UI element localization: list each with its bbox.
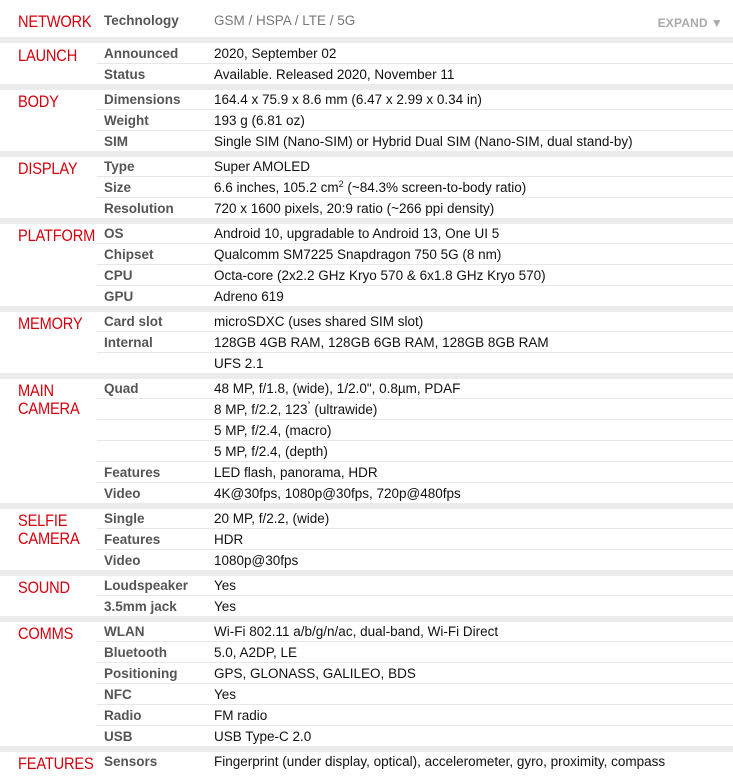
table-row — [97, 704, 733, 726]
table-row — [97, 549, 733, 571]
expand-label: EXPAND — [657, 16, 708, 30]
table-row — [97, 440, 733, 462]
spec-value: Android 10, upgradable to Android 13, One UI 5 — [214, 226, 500, 241]
spec-value: Octa-core (2x2.2 GHz Kryo 570 & 6x1.8 GHz Kryo 570) — [214, 268, 546, 283]
spec-value-superscript: 2 — [338, 179, 344, 189]
spec-label: Announced — [104, 46, 179, 61]
spec-value: 193 g (6.81 oz) — [214, 113, 305, 128]
spec-label: Single — [104, 511, 145, 526]
spec-label: WLAN — [104, 624, 145, 639]
spec-label: GPU — [104, 289, 134, 304]
section-main-camera — [7, 378, 733, 504]
spec-value: UFS 2.1 — [214, 356, 264, 371]
spec-label: Positioning — [104, 666, 178, 681]
spec-label: Features — [104, 465, 161, 480]
section-memory — [7, 311, 733, 374]
spec-value: Available. Released 2020, November 11 — [214, 67, 455, 82]
spec-value-text: (~84.3% screen-to-body ratio) — [343, 180, 527, 195]
spec-value-text: (ultrawide) — [310, 402, 378, 417]
spec-label: Sensors — [104, 754, 158, 769]
spec-value-superscript: ˚ — [307, 401, 311, 411]
section-display — [7, 156, 733, 219]
section-title: MEMORY — [18, 314, 83, 333]
section-title: LAUNCH — [18, 46, 78, 65]
spec-label: SIM — [104, 134, 129, 149]
table-row — [97, 10, 733, 31]
table-row — [97, 264, 733, 286]
spec-label: Loudspeaker — [104, 578, 189, 593]
table-row — [97, 156, 733, 177]
section-selfie-camera — [7, 508, 733, 571]
table-row — [97, 285, 733, 307]
spec-value: 5.0, A2DP, LE — [214, 645, 298, 660]
spec-label: Size — [104, 180, 132, 195]
section-title: BODY — [18, 92, 59, 111]
table-row — [97, 595, 733, 617]
spec-value: 164.4 x 75.9 x 8.6 mm (6.47 x 2.99 x 0.34 in) — [214, 92, 482, 107]
table-row — [97, 725, 733, 747]
spec-label: Card slot — [104, 314, 163, 329]
spec-label: Quad — [104, 381, 139, 396]
table-row — [97, 461, 733, 483]
table-row — [97, 662, 733, 684]
section-title: NETWORK — [18, 12, 92, 31]
table-row — [97, 419, 733, 441]
spec-value: Wi-Fi 802.11 a/b/g/n/ac, dual-band, Wi-Fi Direct — [214, 624, 499, 639]
spec-label: Features — [104, 532, 161, 547]
spec-label: OS — [104, 226, 124, 241]
spec-value: USB Type-C 2.0 — [214, 729, 312, 744]
spec-value: 48 MP, f/1.8, (wide), 1/2.0", 0.8µm, PDAF — [214, 381, 461, 396]
spec-value: HDR — [214, 532, 244, 547]
table-row — [97, 89, 733, 110]
table-row — [97, 508, 733, 529]
spec-value: 2020, September 02 — [214, 46, 337, 61]
spec-label: Bluetooth — [104, 645, 167, 660]
section-title: SOUND — [18, 578, 70, 597]
expand-button[interactable] — [658, 16, 723, 30]
spec-label: 3.5mm jack — [104, 599, 177, 614]
spec-label: Chipset — [104, 247, 154, 262]
section-title: MAIN CAMERA — [18, 381, 80, 418]
spec-label: Video — [104, 486, 141, 501]
chevron-down-icon: ▼ — [710, 16, 723, 30]
section-platform — [7, 223, 733, 307]
spec-value: 20 MP, f/2.2, (wide) — [214, 511, 330, 526]
spec-value: Super AMOLED — [214, 159, 311, 174]
table-row — [97, 43, 733, 64]
section-sound — [7, 575, 733, 617]
spec-value-text: 8 MP, f/2.2, 123 — [214, 402, 308, 417]
spec-value: 5 MP, f/2.4, (depth) — [214, 444, 328, 459]
spec-label: Dimensions — [104, 92, 181, 107]
spec-value: 1080p@30fps — [214, 553, 299, 568]
table-row — [97, 197, 733, 219]
spec-label: CPU — [104, 268, 133, 283]
table-row — [97, 482, 733, 504]
table-row — [97, 398, 733, 420]
spec-label: Internal — [104, 335, 153, 350]
spec-value: 5 MP, f/2.4, (macro) — [214, 423, 332, 438]
spec-label: Video — [104, 553, 141, 568]
table-row — [97, 311, 733, 332]
spec-label: USB — [104, 729, 133, 744]
section-body — [7, 89, 733, 152]
section-launch — [7, 43, 733, 85]
section-comms — [7, 621, 733, 747]
section-title: COMMS — [18, 624, 74, 643]
section-title: PLATFORM — [18, 226, 96, 245]
section-features — [7, 751, 733, 782]
section-title: FEATURES — [18, 754, 94, 773]
spec-value: 128GB 4GB RAM, 128GB 6GB RAM, 128GB 8GB RAM — [214, 335, 549, 350]
section-title: DISPLAY — [18, 159, 78, 178]
spec-value: FM radio — [214, 708, 268, 723]
spec-value: 720 x 1600 pixels, 20:9 ratio (~266 ppi density) — [214, 201, 495, 216]
section-network — [7, 9, 733, 35]
spec-value: 4K@30fps, 1080p@30fps, 720p@480fps — [214, 486, 461, 501]
table-row — [97, 621, 733, 642]
spec-value: Yes — [214, 599, 237, 614]
table-row — [97, 109, 733, 131]
spec-label: Status — [104, 67, 146, 82]
table-row — [97, 641, 733, 663]
spec-label: Radio — [104, 708, 142, 723]
table-row — [97, 63, 733, 85]
spec-label: Technology — [104, 13, 179, 28]
table-row — [97, 243, 733, 265]
spec-value: Yes — [214, 578, 237, 593]
spec-value: Single SIM (Nano-SIM) or Hybrid Dual SIM (Nano-SIM, dual stand-by) — [214, 134, 633, 149]
table-row — [97, 683, 733, 705]
spec-label: Weight — [104, 113, 149, 128]
spec-value: Yes — [214, 687, 237, 702]
spec-value: GPS, GLONASS, GALILEO, BDS — [214, 666, 416, 681]
table-row — [97, 751, 733, 772]
spec-value: Fingerprint (under display, optical), accelerometer, gyro, proximity, compass — [214, 754, 666, 769]
table-row — [97, 575, 733, 596]
table-row — [97, 331, 733, 353]
table-row — [97, 528, 733, 550]
table-row — [97, 130, 733, 152]
table-row — [97, 352, 733, 374]
spec-value: LED flash, panorama, HDR — [214, 465, 378, 480]
spec-value-text: 6.6 inches, 105.2 cm — [214, 180, 339, 195]
table-row — [97, 223, 733, 244]
table-row — [97, 176, 733, 198]
spec-value: GSM / HSPA / LTE / 5G — [214, 13, 356, 28]
spec-label: Type — [104, 159, 135, 174]
section-title: SELFIE CAMERA — [18, 511, 80, 548]
spec-value: Qualcomm SM7225 Snapdragon 750 5G (8 nm) — [214, 247, 502, 262]
spec-label: Resolution — [104, 201, 174, 216]
spec-value — [214, 178, 526, 198]
table-row — [97, 378, 733, 399]
spec-label: NFC — [104, 687, 132, 702]
spec-value: microSDXC (uses shared SIM slot) — [214, 314, 424, 329]
spec-value: Adreno 619 — [214, 289, 284, 304]
spec-value — [214, 400, 377, 420]
